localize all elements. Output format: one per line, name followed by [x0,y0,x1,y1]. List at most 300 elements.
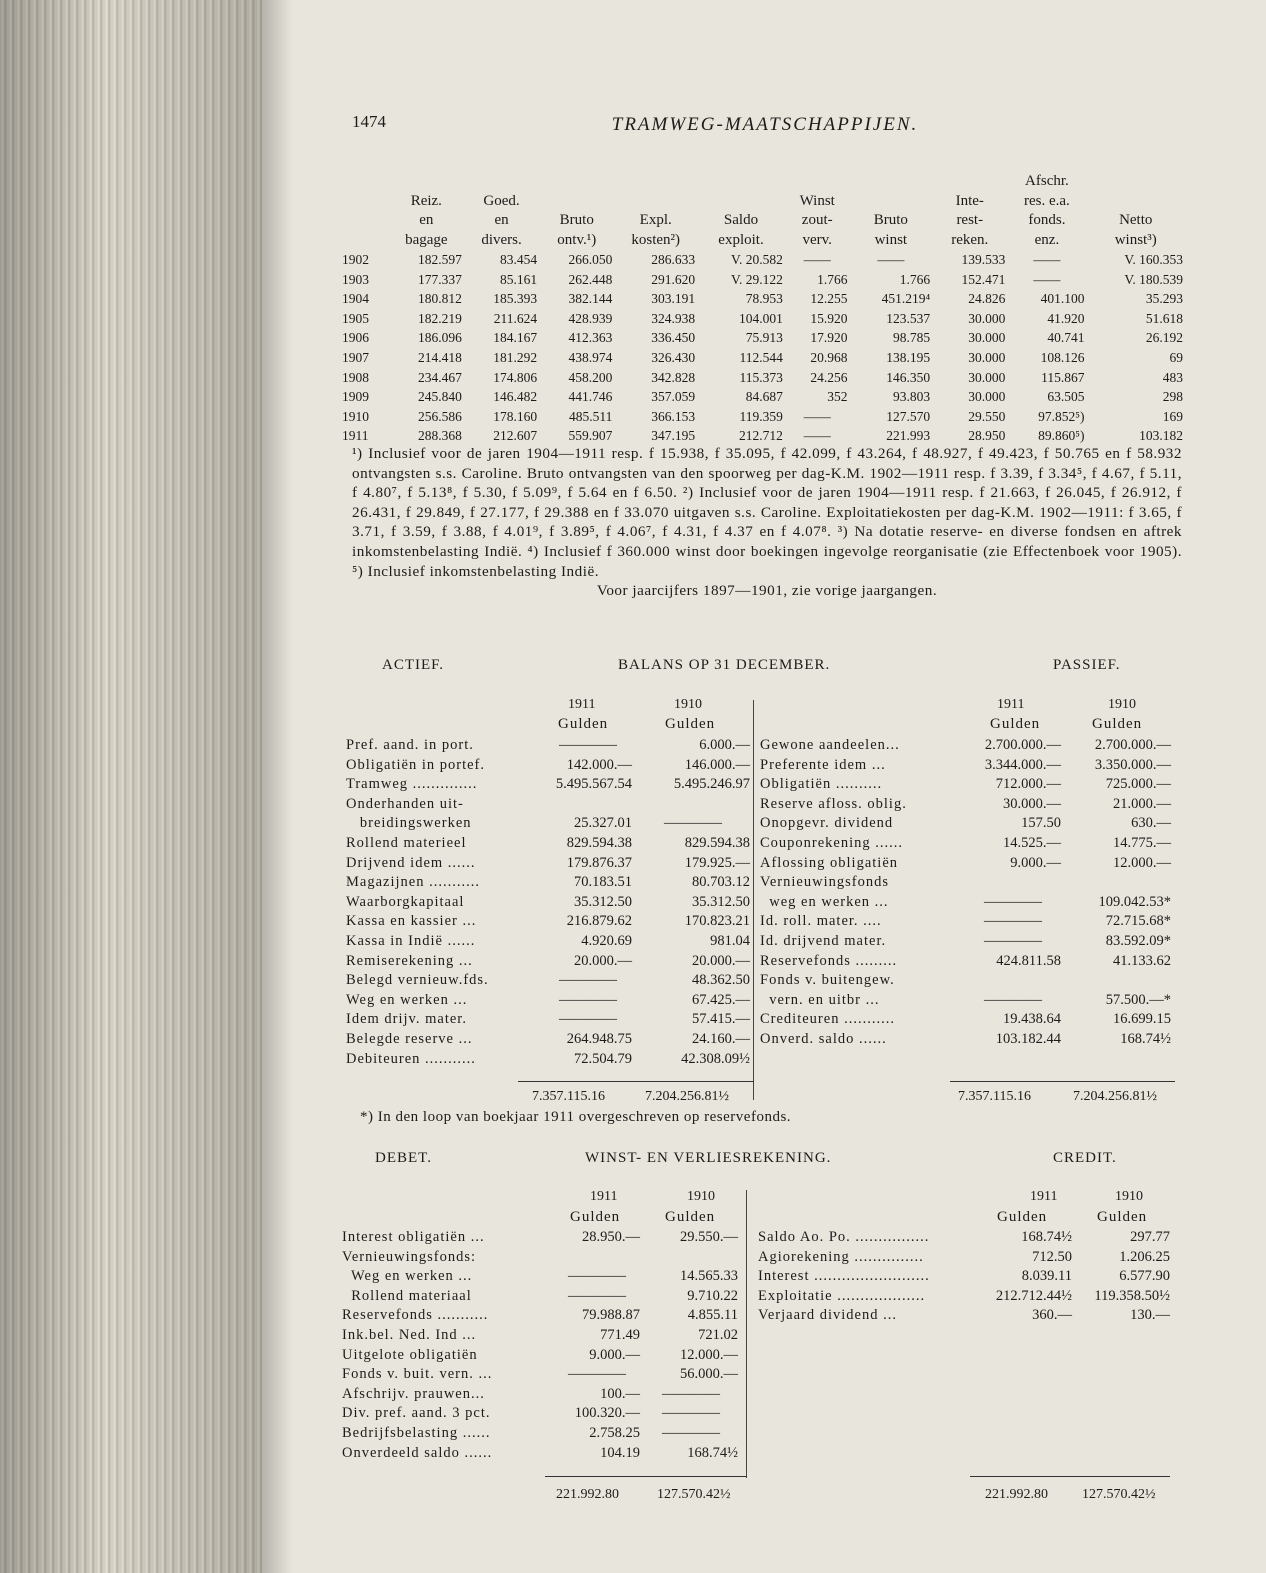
passief-row-label: Preferente idem ... [760,756,886,773]
wv-debet-year2: 1910 [687,1189,715,1204]
passief-row-value: 712.000.— [995,776,1061,793]
history-value-cell: 185.393 [493,291,538,307]
history-header-cell: Winst zout- verv. [799,192,835,248]
history-header-cell: Bruto winst [873,212,908,248]
history-value-cell: 262.448 [568,271,613,287]
actief-row-label: Kassa in Indië ...... [346,932,476,949]
passief-row-value: 21.000.— [1113,795,1171,812]
actief-row [344,932,752,952]
credit-total-1911: 221.992.80 [985,1487,1048,1502]
history-header-cell: Reiz. en bagage [405,192,448,248]
passief-row [758,775,1173,795]
wv-debet-unit1: Gulden [570,1209,621,1225]
actief-row-value: 42.308.09½ [681,1050,750,1067]
passief-row-value: ———— [984,932,1042,949]
history-value-cell: 441.746 [568,389,613,405]
history-header-cell: Netto winst³) [1114,212,1157,248]
history-value-cell: 30.000 [968,310,1006,326]
actief-row-value: ———— [559,1011,617,1028]
debet-row-value: ———— [662,1405,720,1422]
history-body [340,250,1185,446]
history-value-cell: 177.337 [418,271,462,287]
history-value-cell: —— [877,252,905,267]
passief-row [758,814,1173,834]
credit-row-value: 130.— [1130,1307,1170,1324]
balans-passief-unit1: Gulden [990,716,1041,732]
balans-passief-year2: 1910 [1108,697,1136,712]
passief-row-value: 2.700.000.— [1094,737,1171,753]
actief-row-value: 5.495.567.54 [555,776,632,793]
passief-row-value [963,873,1063,893]
actief-row [344,834,752,854]
history-header-cell: Expl. kosten²) [631,212,681,248]
passief-row-value: 424.811.58 [996,952,1061,969]
debet-row-value: 168.74½ [687,1444,738,1461]
history-row [340,368,1185,388]
passief-row [758,991,1173,1011]
credit-total-rule [970,1476,1170,1477]
actief-row-label: Weg en werken ... [346,991,468,1008]
history-value-cell: 303.191 [651,291,696,307]
actief-row-label: Waarborgkapitaal [346,893,465,910]
actief-row [344,952,752,972]
history-header-cell: Saldo exploit. [718,212,764,248]
debet-row-value: ———— [662,1385,720,1402]
history-value-cell: 401.100 [1040,291,1085,307]
history-value-cell: 84.687 [745,389,783,405]
debet-row-label: Fonds v. buit. vern. ... [342,1366,493,1383]
actief-row-value: 20.000.— [574,952,632,969]
actief-row-value: 24.160.— [692,1030,750,1047]
history-value-cell: 182.597 [418,252,462,267]
history-value-cell: 184.167 [493,330,538,346]
actief-row-value: 5.495.246.97 [673,776,750,793]
actief-row [344,1010,752,1030]
history-value-cell: 103.182 [1139,428,1183,444]
debet-row-label: Onverdeeld saldo ...... [342,1444,493,1461]
history-value-cell: 29.550 [968,408,1006,424]
history-value-cell: 428.939 [568,310,613,326]
history-header-cell: Goed. en divers. [481,192,522,248]
history-value-cell: 212.712 [739,428,783,444]
balans-center-title: BALANS OP 31 DECEMBER. [618,657,831,673]
history-year-cell: 1903 [342,271,369,287]
passief-row-value: 9.000.— [1010,854,1061,871]
history-value-cell: 30.000 [968,349,1006,365]
credit-row-label: Verjaard dividend ... [758,1307,897,1324]
credit-table [756,1228,1172,1326]
actief-row-value: 67.425.— [692,991,750,1008]
passief-row-value: ———— [984,991,1042,1008]
debet-row [340,1346,740,1366]
debet-row-value [552,1248,642,1268]
debet-row-value: 104.19 [600,1444,640,1461]
passief-row-value: 109.042.53* [1098,893,1171,910]
history-value-cell: 119.359 [739,408,783,424]
passief-row-value: 30.000.— [1003,795,1061,812]
actief-row-label: Belegde reserve ... [346,1030,473,1047]
history-value-cell: 20.968 [810,349,848,365]
history-value-cell: 245.840 [418,389,462,405]
debet-row [340,1365,740,1385]
passief-row [758,756,1173,776]
history-value-cell: —— [1033,252,1061,267]
actief-row-label: Remiserekening ... [346,952,473,969]
page-number: 1474 [352,112,386,131]
wv-debet-year1: 1911 [590,1189,618,1204]
history-value-cell: 104.001 [739,310,783,326]
history-value-cell: 115.867 [1041,369,1085,385]
debet-total-rule [545,1476,747,1477]
debet-row [340,1267,740,1287]
actief-row [344,991,752,1011]
actief-row-value: 35.312.50 [692,893,750,910]
history-value-cell: 485.511 [568,408,613,424]
actief-total-1910: 7.204.256.81½ [645,1089,729,1104]
history-header-cell [340,172,389,250]
history-value-cell: 266.050 [568,252,613,267]
credit-row-value: 297.77 [1130,1229,1170,1245]
history-table [340,172,1185,446]
actief-row-value: 216.879.62 [566,913,632,930]
debet-row-label: Afschrijv. prauwen... [342,1385,485,1402]
actief-row-value: 142.000.— [566,756,632,773]
history-row [340,426,1185,446]
passief-row-value: 83.592.09* [1105,932,1171,949]
actief-row-value: 20.000.— [692,952,750,969]
debet-row-label: Vernieuwingsfonds: [342,1248,476,1265]
actief-row-label: breidingswerken [346,815,472,832]
actief-row-value: 179.925.— [684,854,750,871]
actief-row [344,873,752,893]
history-value-cell: 234.467 [418,369,462,385]
history-value-cell: 115.373 [739,369,783,385]
page-content [340,0,1190,1573]
passief-row-value: ———— [984,913,1042,930]
history-value-cell: 112.544 [739,349,783,365]
history-value-cell: 347.195 [651,428,696,444]
actief-row [344,775,752,795]
debet-row-value: 56.000.— [680,1366,738,1383]
credit-row-label: Saldo Ao. Po. ................ [758,1229,930,1245]
passief-total-1910: 7.204.256.81½ [1073,1089,1157,1104]
history-row [340,328,1185,348]
history-year-cell: 1908 [342,369,369,385]
wv-center-title: WINST- EN VERLIESREKENING. [585,1150,832,1166]
passief-row [758,736,1173,756]
passief-row-label: Onverd. saldo ...... [760,1030,887,1047]
credit-row-label: Interest ......................... [758,1268,930,1285]
history-value-cell: 382.144 [568,291,613,307]
history-value-cell: 146.350 [886,369,931,385]
history-row [340,270,1185,290]
debet-total-1911: 221.992.80 [556,1487,619,1502]
history-value-cell: 123.537 [886,310,931,326]
passief-row [758,971,1173,991]
actief-row-value: 829.594.38 [566,834,632,851]
history-value-cell: 451.219⁴ [881,291,931,307]
history-value-cell: 221.993 [886,428,931,444]
history-value-cell: 211.624 [493,310,538,326]
actief-row-value: ———— [559,991,617,1008]
passief-table [758,736,1173,1050]
history-value-cell: 298 [1162,389,1183,405]
passief-row-value: 14.525.— [1003,834,1061,851]
history-value-cell: 15.920 [810,310,848,326]
history-value-cell: 212.607 [493,428,538,444]
passief-row-value: 157.50 [1021,815,1061,832]
passief-row [758,854,1173,874]
actief-row-label: Idem drijv. mater. [346,1011,467,1028]
wv-credit-year1: 1911 [1030,1189,1058,1204]
passief-row-value: ———— [984,893,1042,910]
passief-row-value: 725.000.— [1105,776,1171,793]
passief-row-label: Reservefonds ......... [760,952,898,969]
passief-row-value: 19.438.64 [1003,1011,1061,1028]
actief-row-label: Pref. aand. in port. [346,737,474,753]
footnotes-last-line: Voor jaarcijfers 1897—1901, zie vorige jaargangen. [596,582,938,600]
history-value-cell: 180.812 [418,291,462,307]
debet-table [340,1228,740,1463]
debet-row [340,1404,740,1424]
history-value-cell: 35.293 [1145,291,1183,307]
history-value-cell: 336.450 [651,330,696,346]
history-value-cell: 438.974 [568,349,613,365]
debet-row-value [642,1248,740,1268]
passief-row-value: 3.344.000.— [984,756,1061,773]
passief-row-label: Onopgevr. dividend [760,815,894,832]
actief-row-value: 981.04 [710,932,750,949]
actief-row-label: Debiteuren ........... [346,1050,476,1067]
debet-row [340,1424,740,1444]
debet-row [340,1306,740,1326]
actief-row-label: Belegd vernieuw.fds. [346,972,489,989]
history-value-cell: 412.363 [568,330,613,346]
actief-row [344,795,752,815]
debet-row [340,1385,740,1405]
debet-row-label: Ink.bel. Ned. Ind ... [342,1326,477,1343]
history-year-cell: 1902 [342,252,369,267]
history-year-cell: 1909 [342,389,369,405]
history-value-cell: 366.153 [651,408,696,424]
actief-row-value: ———— [559,972,617,989]
passief-row-value: 168.74½ [1120,1030,1171,1047]
history-value-cell: 98.785 [893,330,931,346]
history-value-cell: 178.160 [493,408,538,424]
passief-row-value: 103.182.44 [995,1030,1061,1047]
debet-row-value: ———— [568,1268,626,1285]
history-value-cell: 26.192 [1145,330,1183,346]
actief-row-label: Obligatiën in portef. [346,756,485,773]
debet-row-value: 79.988.87 [582,1307,640,1324]
history-value-cell: V. 160.353 [1124,252,1183,267]
passief-row-value: 16.699.15 [1113,1011,1171,1028]
passief-row-label: Id. drijvend mater. [760,932,887,949]
history-value-cell: 286.633 [651,252,696,267]
passief-row-value: 12.000.— [1113,854,1171,871]
passief-row-value: 3.350.000.— [1094,756,1171,773]
actief-row [344,756,752,776]
passief-row [758,1030,1173,1050]
debet-row-value: 9.710.22 [687,1287,738,1304]
credit-row-value: 212.712.44½ [995,1287,1072,1304]
credit-row [756,1306,1172,1326]
history-value-cell: 17.920 [810,330,848,346]
wv-divider [746,1190,747,1478]
actief-row-value: 829.594.38 [684,834,750,851]
page-title: TRAMWEG-MAATSCHAPPIJEN. [611,114,919,135]
passief-row [758,1010,1173,1030]
passief-row [758,873,1173,893]
passief-total-rule [950,1081,1175,1082]
debet-row-value: 9.000.— [589,1346,640,1363]
history-header-cell: Bruto ontv.¹) [557,212,597,248]
history-value-cell: 30.000 [968,389,1006,405]
history-value-cell: 83.454 [500,252,538,267]
passief-row-value: 2.700.000.— [984,737,1061,753]
actief-body [344,736,752,1069]
history-value-cell: 324.938 [651,310,696,326]
history-row [340,289,1185,309]
passief-row-label: Aflossing obligatiën [760,854,899,871]
history-value-cell: 186.096 [418,330,462,346]
history-value-cell: —— [803,408,831,424]
credit-row-label: Exploitatie ................... [758,1287,926,1304]
debet-row-value: 28.950.— [582,1229,640,1245]
history-year-cell: 1911 [342,428,369,444]
history-value-cell: 458.200 [568,369,613,385]
credit-total-1910: 127.570.42½ [1082,1487,1156,1502]
history-value-cell: V. 20.582 [731,252,783,267]
passief-row [758,834,1173,854]
passief-row [758,932,1173,952]
actief-row-value: 35.312.50 [574,893,632,910]
credit-row-label: Agiorekening ............... [758,1248,924,1265]
history-value-cell: 352 [827,389,848,405]
history-value-cell: 326.430 [651,349,696,365]
actief-row-label: Onderhanden uit- [346,795,464,812]
wv-left-title: DEBET. [375,1150,432,1166]
credit-row-value: 8.039.11 [1021,1268,1072,1285]
history-value-cell: 41.920 [1047,310,1085,326]
history-header-row [340,172,1185,250]
balans-footnote: *) In den loop van boekjaar 1911 overgeschreven op reservefonds. [360,1109,792,1125]
debet-row [340,1444,740,1464]
history-value-cell: 24.826 [968,291,1006,307]
debet-row-value: 12.000.— [680,1346,738,1363]
history-value-cell: 559.907 [568,428,613,444]
history-value-cell: 93.803 [893,389,931,405]
history-value-cell: 51.618 [1145,310,1183,326]
actief-row-value: 146.000.— [684,756,750,773]
debet-row-label: Interest obligatiën ... [342,1229,485,1245]
actief-row-value: 179.876.37 [566,854,632,871]
passief-row-label: vern. en uitbr ... [760,991,880,1008]
debet-row-value: 100.320.— [574,1405,640,1422]
history-value-cell: 127.570 [886,408,931,424]
actief-row-value [634,795,752,815]
history-year-cell: 1906 [342,330,369,346]
passief-row-value: 14.775.— [1113,834,1171,851]
actief-row-label: Tramweg .............. [346,776,478,793]
debet-row [340,1326,740,1346]
actief-row [344,854,752,874]
debet-row-value: 29.550.— [680,1229,738,1245]
credit-row [756,1248,1172,1268]
actief-row-label: Magazijnen ........... [346,874,480,891]
history-value-cell: 108.126 [1040,349,1085,365]
credit-row-value: 6.577.90 [1119,1268,1170,1285]
actief-table [344,736,752,1069]
actief-row-label: Kassa en kassier ... [346,913,477,930]
history-value-cell: 30.000 [968,369,1006,385]
credit-row-value: 712.50 [1032,1248,1072,1265]
history-value-cell: 357.059 [651,389,696,405]
actief-row-label: Drijvend idem ...... [346,854,476,871]
passief-row [758,795,1173,815]
passief-row-label: Reserve afloss. oblig. [760,795,907,812]
passief-row-label: Gewone aandeelen... [760,737,900,753]
wv-right-title: CREDIT. [1053,1150,1117,1166]
balans-right-title: PASSIEF. [1053,657,1121,673]
debet-body [340,1228,740,1463]
passief-body [758,736,1173,1050]
actief-row-value: 6.000.— [699,737,750,753]
history-value-cell: 69 [1169,349,1183,365]
history-row [340,407,1185,427]
history-row [340,348,1185,368]
debet-row [340,1248,740,1268]
footnotes-text: ¹) Inclusief voor de jaren 1904—1911 resp. f 15.938, f 35.095, f 42.099, f 43.264, f 48.927, f 49.423, f 50.765 en f 58.932 ontvangsten s.s. Caroline. Bruto ontvangsten van den spoorweg per dag-K.M. 1902—1911 resp. f 3.39, f 3.34⁵, f 4.67, f 5.11, f 4.80⁷, f 5.13⁸, f 5.30, f 5.09⁹, f 5.64 en f 6.50. ²) Inclusief voor de jaren 1904—1911 resp. f 21.663, f 26.045, f 26.912, f 26.431, f 29.849, f 27.177, f 29.388 en f 33.070 uitgaven s.s. Caroline. Exploitatiekosten per dag-K.M. 1902—1911: f 3.65, f 3.71, f 3.59, f 3.88, f 4.01⁹, f 3.89⁵, f 4.06⁷, f 4.31, f 4.37 en f 4.07⁸. ³) Na dotatie reserve- en diverse fondsen en aftrek inkomstenbelasting Indië. ⁴) Inclusief f 360.000 winst door boekingen ingevolge reorganisatie (zie Effectenboek voor 1905). ⁵) Inclusief inkomstenbelasting Indië. [352,445,1182,580]
history-value-cell: 40.741 [1047,330,1085,346]
actief-row-label: Rollend materieel [346,834,467,851]
history-value-cell: 146.482 [493,389,538,405]
actief-row-value: 25.327.01 [574,815,632,832]
history-value-cell: 12.255 [810,291,848,307]
actief-row [344,1030,752,1050]
history-value-cell: 483 [1162,369,1183,385]
actief-row-value: 70.183.51 [574,874,632,891]
history-value-cell: 1.766 [899,271,931,287]
debet-row [340,1287,740,1307]
balans-passief-year1: 1911 [997,697,1025,712]
passief-row [758,912,1173,932]
wv-credit-unit2: Gulden [1097,1209,1148,1225]
history-value-cell: 182.219 [418,310,462,326]
passief-row-label: Crediteuren ........... [760,1011,895,1028]
history-value-cell: 169 [1162,408,1183,424]
actief-row [344,971,752,991]
debet-row-value: ———— [568,1366,626,1383]
actief-row [344,1050,752,1070]
history-value-cell: —— [803,252,831,267]
debet-row-label: Div. pref. aand. 3 pct. [342,1405,491,1422]
debet-row-value: 721.02 [698,1326,738,1343]
balans-actief-year1: 1911 [568,697,596,712]
actief-row [344,912,752,932]
history-year-cell: 1904 [342,291,369,307]
passief-total-1911: 7.357.115.16 [958,1089,1031,1104]
balans-left-title: ACTIEF. [382,657,445,673]
history-value-cell: 181.292 [493,349,538,365]
history-value-cell: 152.471 [961,271,1006,287]
history-value-cell: 63.505 [1047,389,1085,405]
history-value-cell: 78.953 [745,291,783,307]
history-year-cell: 1907 [342,349,369,365]
passief-row-label: Obligatiën .......... [760,776,883,793]
book-edge-shadow [0,0,265,1573]
balans-actief-unit2: Gulden [665,716,716,732]
